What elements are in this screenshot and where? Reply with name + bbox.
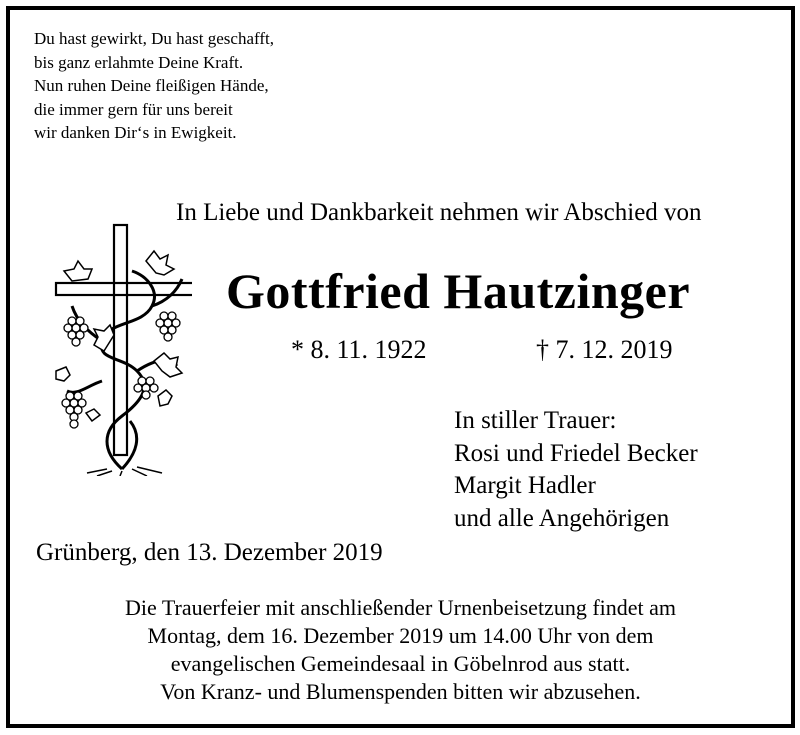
deceased-name: Gottfried Hautzinger: [226, 263, 691, 319]
mourner-line: und alle Angehörigen: [454, 504, 670, 532]
notice-line: evangelischen Gemeindesaal in Göbelnrod aus statt.: [170, 651, 631, 676]
poem-line: wir danken Dir‘s in Ewigkeit.: [34, 123, 237, 142]
poem-line: die immer gern für uns bereit: [34, 99, 233, 119]
poem-line: Du hast gewirkt, Du hast geschafft,: [34, 29, 274, 48]
cross-with-grapevine-icon: [42, 221, 192, 476]
place-and-date: Grünberg, den 13. Dezember 2019: [36, 539, 383, 566]
death-date: † 7. 12. 2019: [536, 335, 673, 364]
birth-date: * 8. 11. 1922: [291, 335, 427, 364]
memorial-poem: [34, 27, 274, 145]
funeral-notice: [10, 594, 791, 706]
mourner-line: Margit Hadler: [454, 472, 596, 499]
poem-line: bis ganz erlahmte Deine Kraft.: [34, 52, 244, 72]
mourners-list: [454, 405, 698, 535]
mourner-line: Rosi und Friedel Becker: [454, 439, 698, 467]
notice-line: Montag, dem 16. Dezember 2019 um 14.00 Uhr von dem: [147, 623, 654, 648]
mourners-heading: In stiller Trauer:: [454, 407, 617, 434]
poem-line: Nun ruhen Deine fleißigen Hände,: [34, 76, 269, 95]
notice-line: Die Trauerfeier mit anschließender Urnenbeisetzung findet am: [124, 595, 677, 620]
obituary-frame: [6, 6, 795, 728]
notice-line: Von Kranz- und Blumenspenden bitten wir abzusehen.: [160, 679, 641, 704]
farewell-intro: In Liebe und Dankbarkeit nehmen wir Abschied von: [176, 199, 702, 226]
